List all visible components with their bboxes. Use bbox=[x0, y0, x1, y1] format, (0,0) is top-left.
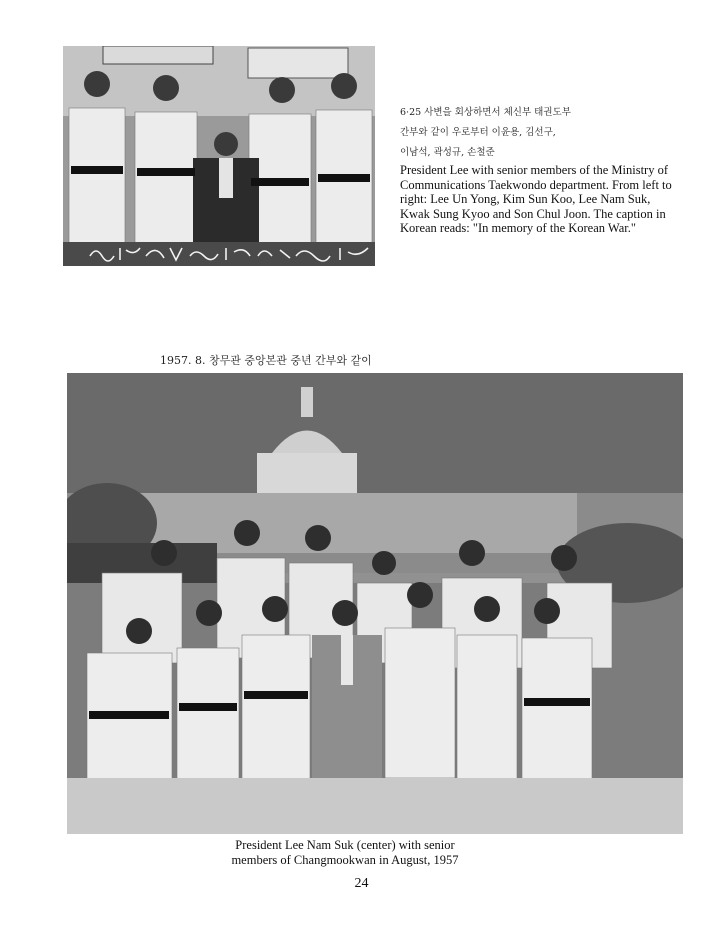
korean-caption-line: 6·25 사변을 회상하면서 체신부 태권도부 bbox=[400, 107, 571, 118]
handwritten-inscription bbox=[86, 242, 374, 264]
photo-2-illustration bbox=[67, 373, 683, 834]
photo-2-korean-heading: 1957. 8. 창무관 중앙본관 중년 간부와 같이 bbox=[160, 354, 372, 367]
korean-caption-line: 간부와 같이 우로부터 이윤용, 김선구, bbox=[400, 127, 556, 138]
photo-1-korean-caption bbox=[400, 103, 670, 163]
photo-1-illustration bbox=[63, 46, 375, 266]
photo-1-english-caption: President Lee with senior members of the Ministry of Communications Taekwondo department. From left to right: Lee Un Yong, Kim Sun Koo, Lee Nam Suk, Kwak Sung Kyoo and Son Chul Joon. The caption in Korean reads: "In memory of the Korean War." bbox=[400, 163, 672, 236]
korean-caption-line: 이남석, 곽성규, 손철준 bbox=[400, 147, 495, 158]
caption-line: members of Changmookwan in August, 1957 bbox=[231, 852, 459, 867]
caption-line: President Lee Nam Suk (center) with senior bbox=[235, 838, 455, 852]
page-number: 24 bbox=[354, 876, 369, 891]
photo-2-caption bbox=[210, 838, 480, 867]
group-photo-changmookwan-1957 bbox=[67, 373, 683, 834]
group-photo-ministry-taekwondo bbox=[63, 46, 375, 266]
